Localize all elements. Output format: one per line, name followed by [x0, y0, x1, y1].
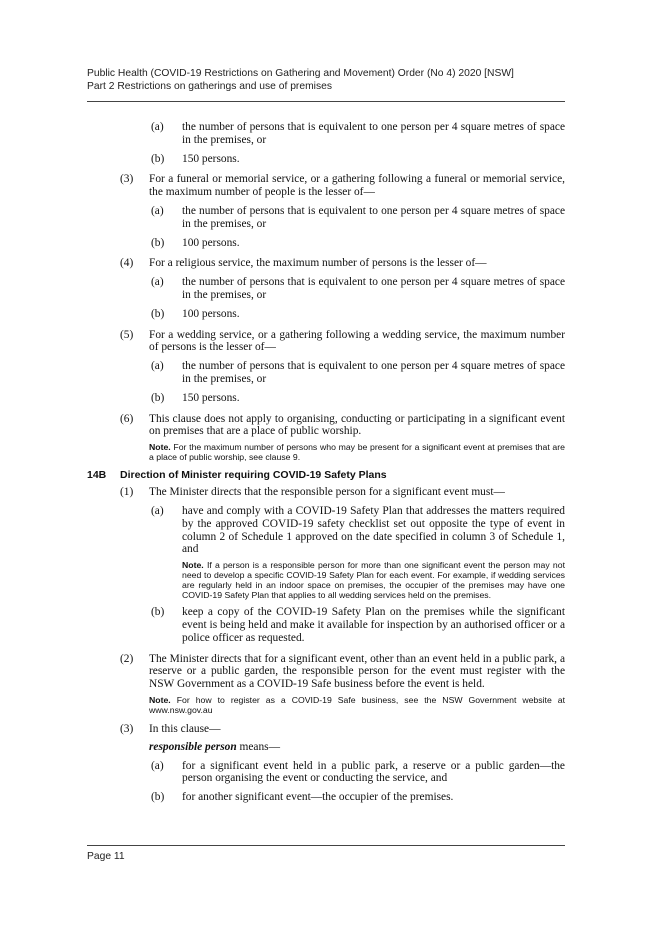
subparagraph	[0, 606, 650, 644]
definition	[149, 741, 650, 754]
subparagraph	[0, 360, 650, 386]
subparagraph	[0, 121, 650, 147]
definition-text: means—	[236, 740, 280, 753]
defined-term: responsible person	[149, 740, 237, 753]
paragraph-number: (4)	[120, 257, 134, 270]
subparagraph-number: (b)	[151, 152, 165, 165]
footer-rule	[87, 845, 565, 846]
running-header	[87, 67, 565, 93]
subparagraph	[0, 276, 650, 302]
subparagraph-text: for a significant event held in a public park, a reserve or a public garden—the person organising the event or conducting the service, and	[182, 759, 565, 785]
subparagraph	[0, 791, 650, 804]
section-heading	[0, 469, 650, 482]
document-body	[0, 121, 650, 804]
subparagraph-number: (b)	[151, 236, 165, 249]
paragraph	[0, 653, 650, 691]
subparagraph-number: (b)	[151, 307, 165, 320]
subparagraph-number: (a)	[151, 504, 164, 517]
subparagraph-number: (a)	[151, 759, 164, 772]
paragraph-number: (6)	[120, 412, 134, 425]
paragraph-number: (3)	[120, 173, 134, 186]
subparagraph	[0, 205, 650, 231]
subparagraph-text: the number of persons that is equivalent to one person per 4 square metres of space in the premises, or	[182, 204, 565, 230]
subparagraph	[0, 505, 650, 556]
paragraph	[0, 486, 650, 499]
note-label: Note.	[149, 442, 171, 453]
subparagraph	[0, 153, 650, 166]
subparagraph-number: (a)	[151, 276, 164, 289]
section-title: Direction of Minister requiring COVID-19 Safety Plans	[120, 469, 387, 482]
subparagraph-number: (a)	[151, 121, 164, 133]
paragraph-text: This clause does not apply to organising, conducting or participating in a significant event on premises that are a place of public worship.	[149, 412, 565, 438]
subparagraph-text: 150 persons.	[182, 152, 240, 165]
subparagraph	[0, 760, 650, 786]
paragraph-number: (5)	[120, 328, 134, 341]
subparagraph	[0, 308, 650, 321]
note	[182, 560, 565, 600]
paragraph-text: The Minister directs that the responsible person for a significant event must—	[149, 486, 505, 499]
subparagraph	[0, 237, 650, 250]
subparagraph-text: 150 persons.	[182, 391, 240, 404]
subparagraph-text: keep a copy of the COVID-19 Safety Plan on the premises while the significant event is being held and make it available for inspection by an authorised officer or a police officer as requested.	[182, 606, 565, 644]
paragraph-number: (1)	[120, 486, 134, 499]
subparagraph-number: (b)	[151, 606, 165, 619]
header-rule	[87, 101, 565, 102]
subparagraph-number: (a)	[151, 204, 164, 217]
paragraph-text: For a wedding service, or a gathering following a wedding service, the maximum number of persons is the lesser of—	[149, 328, 565, 354]
page-number: Page 11	[87, 851, 125, 862]
paragraph-text: The Minister directs that for a significant event, other than an event held in a public park, a reserve or a public garden, the responsible person for the event must register with the NSW Government as a COVID-19 Safe business before the event is held.	[149, 652, 565, 691]
paragraph	[0, 257, 650, 270]
part-heading: Part 2 Restrictions on gatherings and use of premises	[87, 81, 332, 92]
subparagraph-text: have and comply with a COVID-19 Safety Plan that addresses the matters required by the approved COVID-19 safety checklist set out opposite the type of event in column 2 of Schedule 1 approved on the date specified in column 3 of Schedule 1, and	[182, 504, 565, 556]
note-text: For how to register as a COVID-19 Safe business, see the NSW Government website at www.nsw.gov.au	[149, 694, 565, 715]
paragraph-number: (2)	[120, 652, 134, 665]
subparagraph-text: the number of persons that is equivalent to one person per 4 square metres of space in the premises, or	[182, 360, 565, 385]
paragraph-number: (3)	[120, 722, 134, 735]
subparagraph-text: the number of persons that is equivalent to one person per 4 square metres of space in the premises, or	[182, 276, 565, 301]
paragraph	[0, 413, 650, 439]
paragraph-text: In this clause—	[149, 722, 221, 735]
paragraph	[0, 329, 650, 355]
note	[149, 695, 565, 715]
note	[149, 442, 565, 462]
note-text: If a person is a responsible person for more than one significant event the person may not need to develop a specific COVID-19 Safety Plan for each event. For example, if wedding services are regularly held in an indoor space on premises, the occupier of the premises may have one COVID-19 Safety Plan that applies to all wedding services held on the premises.	[182, 560, 565, 601]
note-label: Note.	[182, 560, 204, 571]
subparagraph-text: the number of persons that is equivalent to one person per 4 square metres of space in the premises, or	[182, 121, 565, 146]
subparagraph-number: (b)	[151, 391, 165, 404]
subparagraph-text: 100 persons.	[182, 307, 240, 320]
section-number: 14B	[87, 469, 107, 482]
subparagraph	[0, 392, 650, 405]
paragraph-text: For a religious service, the maximum number of persons is the lesser of—	[149, 257, 487, 270]
paragraph	[0, 723, 650, 736]
note-text: For the maximum number of persons who may be present for a significant event at premises that are a place of public worship, see clause 9.	[149, 442, 565, 463]
subparagraph-text: for another significant event—the occupier of the premises.	[182, 791, 454, 804]
subparagraph-number: (a)	[151, 360, 164, 373]
paragraph	[0, 173, 650, 199]
paragraph-text: For a funeral or memorial service, or a gathering following a funeral or memorial service, the maximum number of people is the lesser of—	[149, 173, 565, 199]
subparagraph-number: (b)	[151, 791, 165, 804]
subparagraph-text: 100 persons.	[182, 236, 240, 249]
note-label: Note.	[149, 694, 171, 705]
document-title: Public Health (COVID-19 Restrictions on Gathering and Movement) Order (No 4) 2020 [NSW]	[87, 68, 514, 79]
